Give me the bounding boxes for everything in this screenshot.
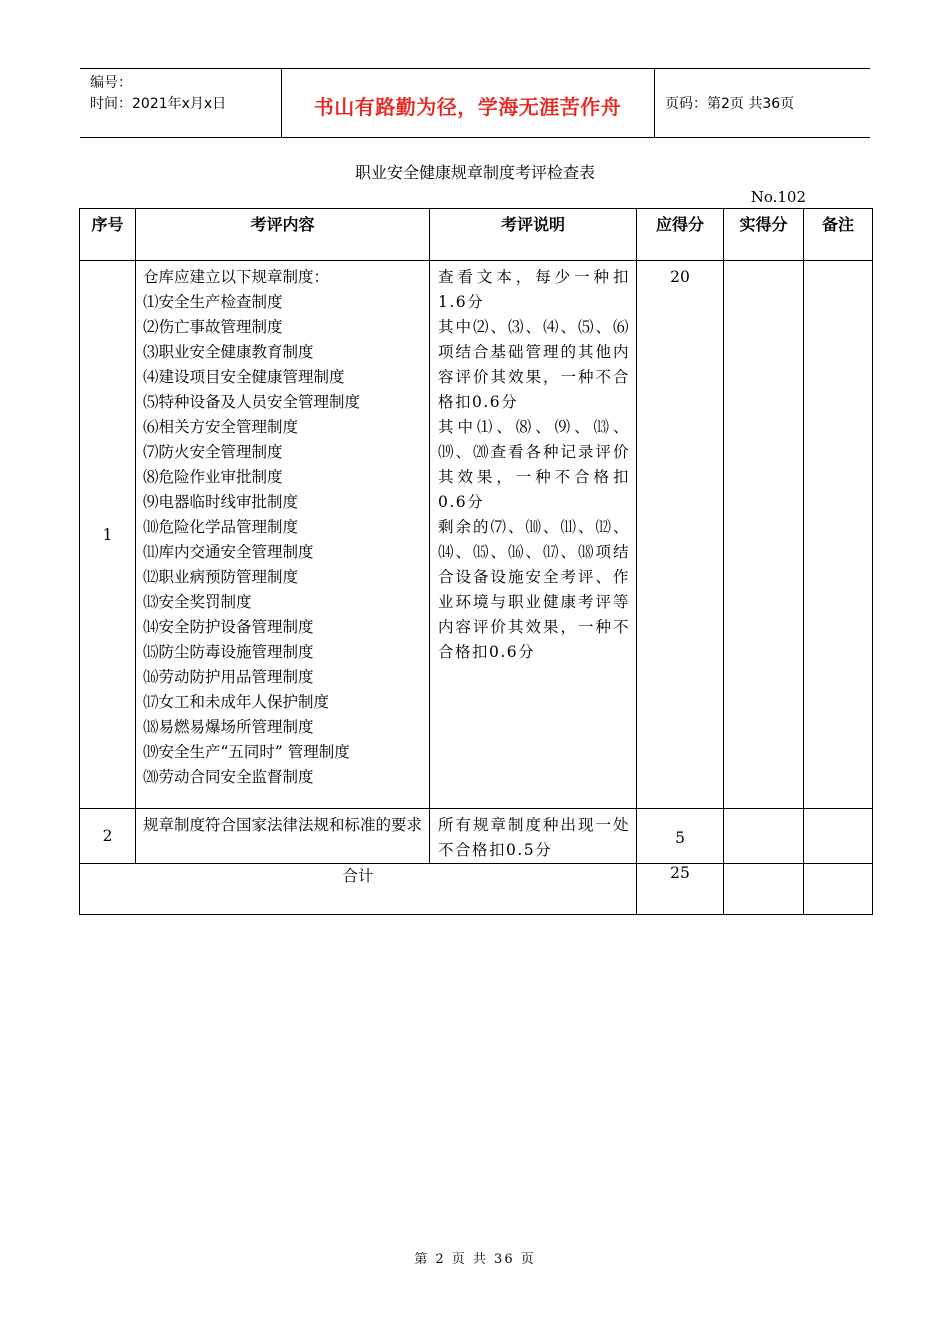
content-line: ⒂防尘防毒设施管理制度 xyxy=(143,643,314,661)
description-paragraph: 其中⑴、⑻、⑼、⒀、⒆、⒇查看各种记录评价其效果，一种不合格扣0.6分 xyxy=(438,418,630,511)
description-paragraph: 剩余的⑺、⑽、⑾、⑿、⒁、⒂、⒃、⒄、⒅项结合设备设施安全考评、作业环境与职业健康考评等内容评价其效果，一种不合格扣0.6分 xyxy=(438,518,630,661)
content-line: ⑴安全生产检查制度 xyxy=(143,293,283,311)
header-content: 考评内容 xyxy=(136,209,430,261)
header-divider xyxy=(654,69,655,137)
row-actual-score xyxy=(724,809,804,864)
document-number: No.102 xyxy=(750,188,806,206)
row-content: 规章制度符合国家法律法规和标准的要求 xyxy=(136,809,430,864)
content-line: ⑸特种设备及人员安全管理制度 xyxy=(143,393,361,411)
content-line: 仓库应建立以下规章制度： xyxy=(143,268,330,286)
row-actual-score xyxy=(724,261,804,809)
total-remarks xyxy=(804,864,873,915)
content-line: ⒀安全奖罚制度 xyxy=(143,593,252,611)
content-line: ⑹相关方安全管理制度 xyxy=(143,418,299,436)
total-label: 合计 xyxy=(80,864,637,915)
time-label: 时间：2021年x月x日 xyxy=(90,96,227,112)
row-description: 所有规章制度种出现一处不合格扣0.5分 xyxy=(430,809,637,864)
document-title: 职业安全健康规章制度考评检查表 xyxy=(354,163,595,182)
header-expected-score: 应得分 xyxy=(637,209,724,261)
header-actual-score: 实得分 xyxy=(724,209,804,261)
content-line: ⑿职业病预防管理制度 xyxy=(143,568,299,586)
page-header xyxy=(80,68,870,138)
row-seq: 2 xyxy=(80,809,136,864)
total-row xyxy=(80,864,873,915)
content-line: ⑾库内交通安全管理制度 xyxy=(143,543,314,561)
content-line: ⑺防火安全管理制度 xyxy=(143,443,283,461)
content-line: ⒃劳动防护用品管理制度 xyxy=(143,668,314,686)
content-line: ⒇劳动合同安全监督制度 xyxy=(143,768,314,786)
content-line: ⑽危险化学品管理制度 xyxy=(143,518,299,536)
table-row xyxy=(80,809,873,864)
number-label: 编号： xyxy=(90,75,132,91)
total-actual-score xyxy=(724,864,804,915)
description-paragraph: 查看文本，每少一种扣1.6分 xyxy=(438,268,630,311)
page-footer: 第 2 页 共 36 页 xyxy=(414,1252,536,1267)
header-seq: 序号 xyxy=(80,209,136,261)
header-meta xyxy=(90,73,226,115)
content-line: ⑵伤亡事故管理制度 xyxy=(143,318,283,336)
header-motto: 书山有路勤为径，学海无涯苦作舟 xyxy=(313,95,622,119)
content-line: ⑼电器临时线审批制度 xyxy=(143,493,299,511)
table-row xyxy=(80,261,873,809)
header-description: 考评说明 xyxy=(430,209,637,261)
row-remarks xyxy=(804,809,873,864)
content-line: ⑷建设项目安全健康管理制度 xyxy=(143,368,345,386)
content-line: ⑻危险作业审批制度 xyxy=(143,468,283,486)
row-description xyxy=(430,261,637,809)
row-seq: 1 xyxy=(80,261,136,809)
row-content xyxy=(136,261,430,809)
content-line: ⒅易燃易爆场所管理制度 xyxy=(143,718,314,736)
content-line: ⒄女工和未成年人保护制度 xyxy=(143,693,330,711)
row-remarks xyxy=(804,261,873,809)
row-expected-score: 20 xyxy=(637,261,724,809)
header-page-info: 页码：第2页 共36页 xyxy=(665,96,795,112)
content-line: ⑶职业安全健康教育制度 xyxy=(143,343,314,361)
total-score: 25 xyxy=(637,864,724,915)
description-paragraph: 其中⑵、⑶、⑷、⑸、⑹项结合基础管理的其他内容评价其效果，一种不合格扣0.6分 xyxy=(438,318,630,411)
table-header-row xyxy=(80,209,873,261)
row-expected-score: 5 xyxy=(637,809,724,864)
content-line: ⒆安全生产“五同时” 管理制度 xyxy=(143,743,350,761)
content-line: ⒁安全防护设备管理制度 xyxy=(143,618,314,636)
evaluation-table xyxy=(79,208,873,915)
header-remarks: 备注 xyxy=(804,209,873,261)
